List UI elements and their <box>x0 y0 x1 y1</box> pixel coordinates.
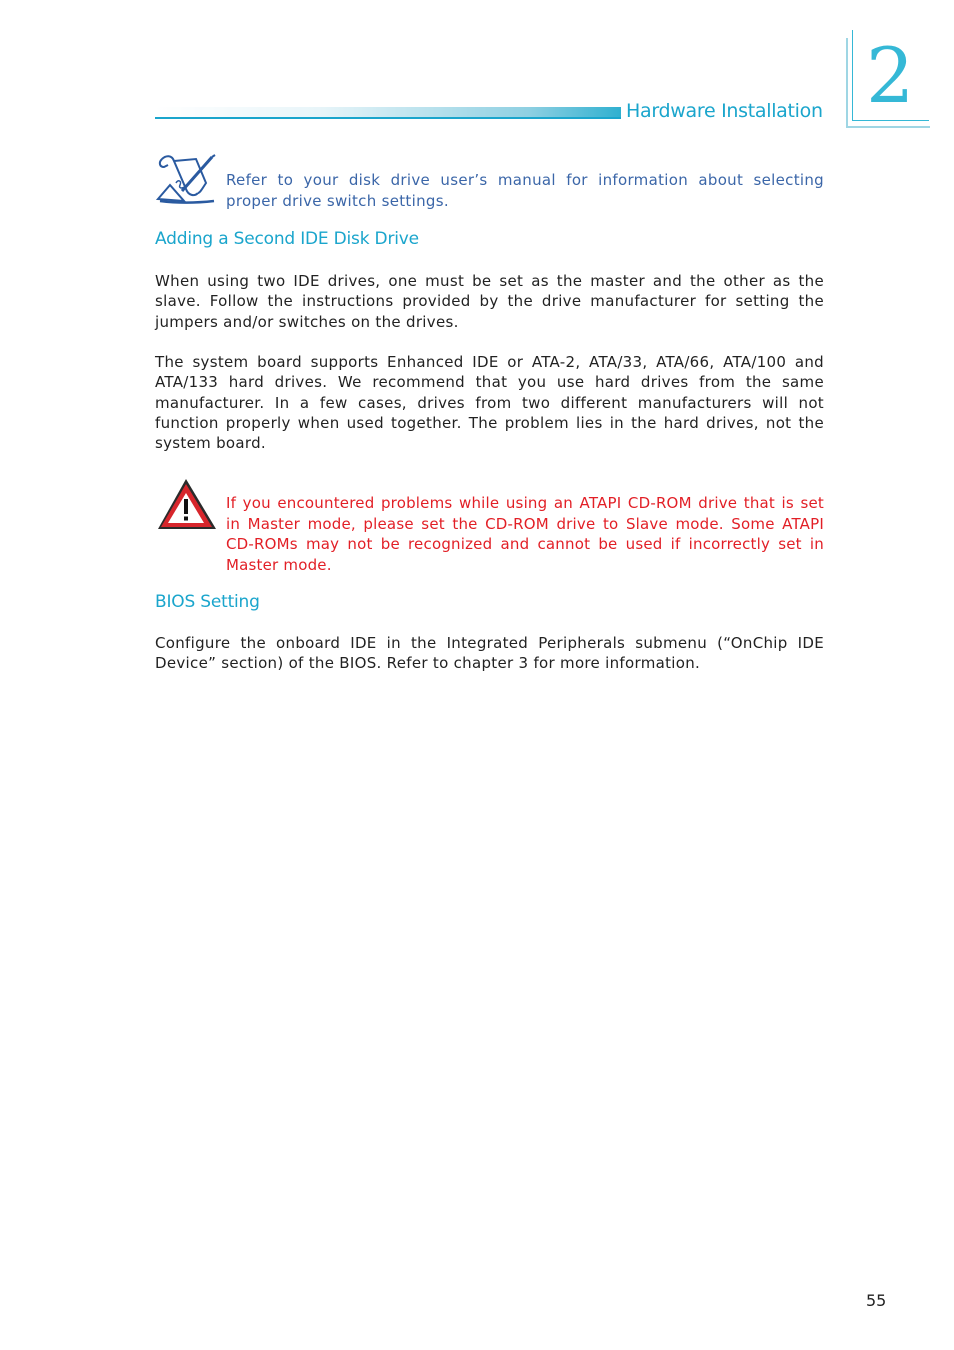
heading-bios-setting: BIOS Setting <box>155 592 260 612</box>
chapter-number: 2 <box>866 31 915 120</box>
page-number: 55 <box>866 1291 887 1310</box>
warning-triangle-icon <box>156 477 218 531</box>
header-rule <box>155 117 621 119</box>
note-scroll-pen-icon <box>156 153 218 207</box>
section-title: Hardware Installation <box>626 100 823 122</box>
paragraph: When using two IDE drives, one must be set as the master and the other as the slave. Follow the instructions provided by the drive manufacturer for setting the jumpers and/or switches on the drives. <box>155 272 824 331</box>
paragraph: The system board supports Enhanced IDE or ATA-2, ATA/33, ATA/66, ATA/100 and ATA/133 hard drives. We recommend that you use hard drives from the same manufacturer. In a few cases, drives from two different manufacturers will not function properly when used together. The problem lies in the hard drives, not the system board. <box>155 353 824 453</box>
paragraph: Configure the onboard IDE in the Integrated Peripherals submenu (“OnChip IDE Device” section) of the BIOS. Refer to chapter 3 for more information. <box>155 634 824 673</box>
note-text: Refer to your disk drive user’s manual for information about selecting proper drive switch settings. <box>226 171 824 210</box>
heading-adding-second-ide: Adding a Second IDE Disk Drive <box>155 229 419 249</box>
warning-text: If you encountered problems while using an ATAPI CD-ROM drive that is set in Master mode, please set the CD-ROM drive to Slave mode. Some ATAPI CD-ROMs may not be recognized and cannot be used if incorrectly set in Master mode. <box>226 494 824 574</box>
